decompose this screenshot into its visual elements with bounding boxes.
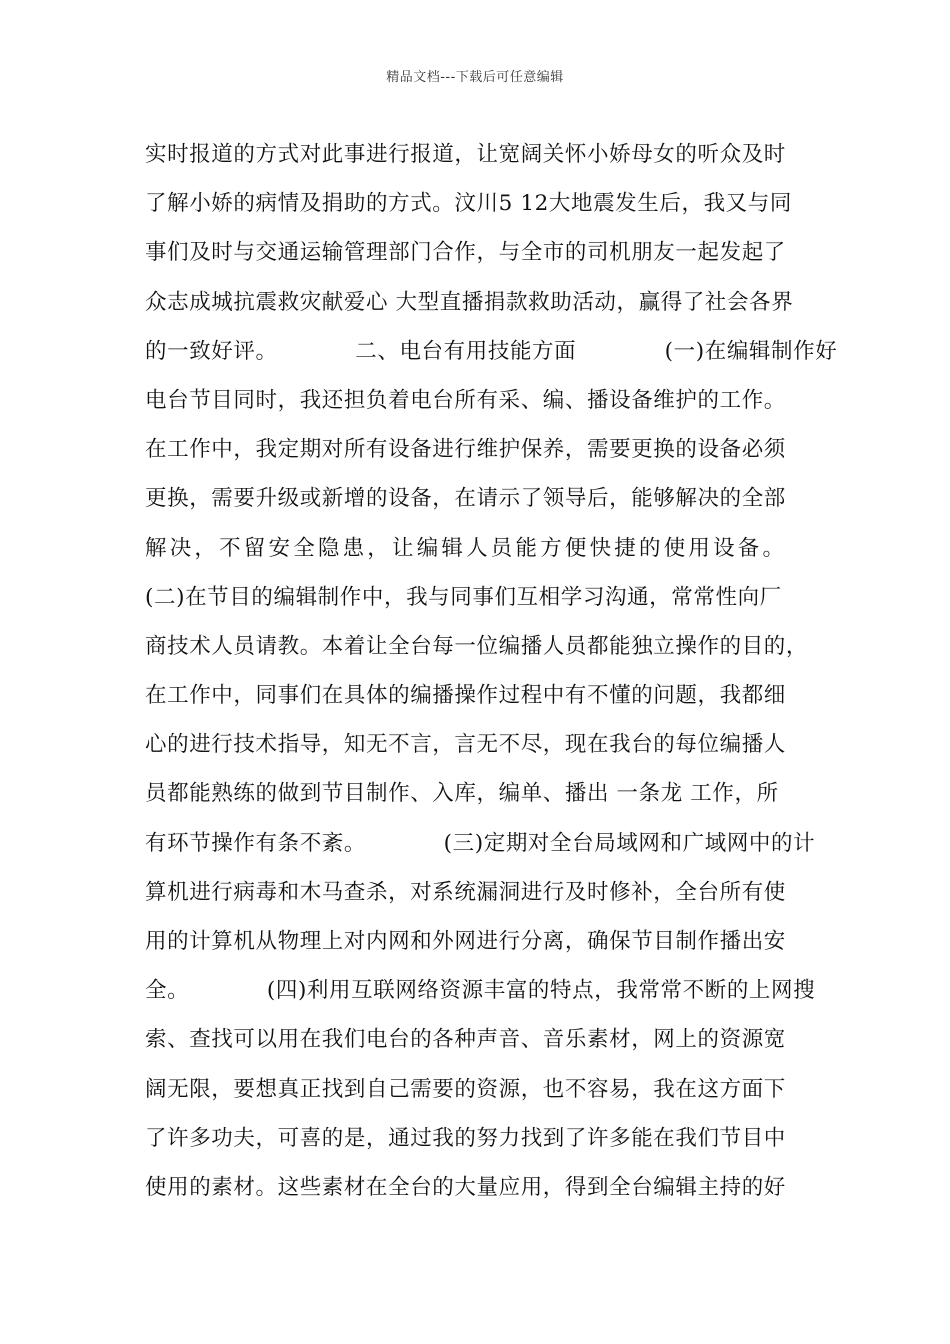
text-line: 算机进行病毒和木马查杀，对系统漏洞进行及时修补，全台所有使 (145, 879, 786, 905)
text-line: 用的计算机从物理上对内网和外网进行分离，确保节目制作播出安 (145, 929, 786, 954)
body-text (145, 130, 838, 1212)
text-line: 心的进行技术指导，知无不言，言无不尽，现在我台的每位编播人 (145, 732, 786, 758)
text-line: 在工作中，我定期对所有设备进行维护保养，需要更换的设备必须 (145, 437, 786, 463)
text-line: (二)在节目的编辑制作中，我与同事们互相学习沟通，常常性向厂 (145, 584, 782, 610)
text-line: 事们及时与交通运输管理部门合作，与全市的司机朋友一起发起了 (145, 240, 786, 266)
text-line: 众志成城抗震救灾献爱心 大型直播捐款救助活动，赢得了社会各界 (145, 289, 794, 315)
text-line: 在工作中，同事们在具体的编播操作过程中有不懂的问题，我都细 (145, 683, 786, 709)
text-line: 了许多功夫，可喜的是，通过我的努力找到了许多能在我们节目中 (145, 1125, 786, 1151)
text-line: 使用的素材。这些素材在全台的大量应用，得到全台编辑主持的好 (145, 1174, 786, 1200)
text-line: 的一致好评。 二、电台有用技能方面 (一)在编辑制作好 (145, 338, 838, 364)
text-line: 索、查找可以用在我们电台的各种声音、音乐素材，网上的资源宽 (145, 1027, 786, 1053)
text-line: 更换，需要升级或新增的设备，在请示了领导后，能够解决的全部 (145, 486, 786, 512)
text-line: 有环节操作有条不紊。 (三)定期对全台局域网和广域网中的计 (145, 830, 816, 856)
text-line: 电台节目同时，我还担负着电台所有采、编、播设备维护的工作。 (145, 387, 786, 413)
text-line: 阔无限，要想真正找到自己需要的资源，也不容易，我在这方面下 (145, 1076, 786, 1102)
text-line: 解决，不留安全隐患，让编辑人员能方便快捷的使用设备。 (145, 535, 788, 561)
text-line: 了解小娇的病情及捐助的方式。汶川5 12大地震发生后，我又与同 (145, 191, 792, 217)
text-line: 全。 (四)利用互联网络资源丰富的特点，我常常不断的上网搜 (145, 978, 816, 1004)
page-header: 精品文档---下载后可任意编辑 (386, 70, 564, 85)
text-line: 实时报道的方式对此事进行报道，让宽阔关怀小娇母女的听众及时 (145, 142, 786, 167)
text-line: 员都能熟练的做到节目制作、入库，编单、播出 一条龙 工作，所 (145, 781, 779, 807)
text-line: 商技术人员请教。本着让全台每一位编播人员都能独立操作的目的， (145, 633, 809, 659)
